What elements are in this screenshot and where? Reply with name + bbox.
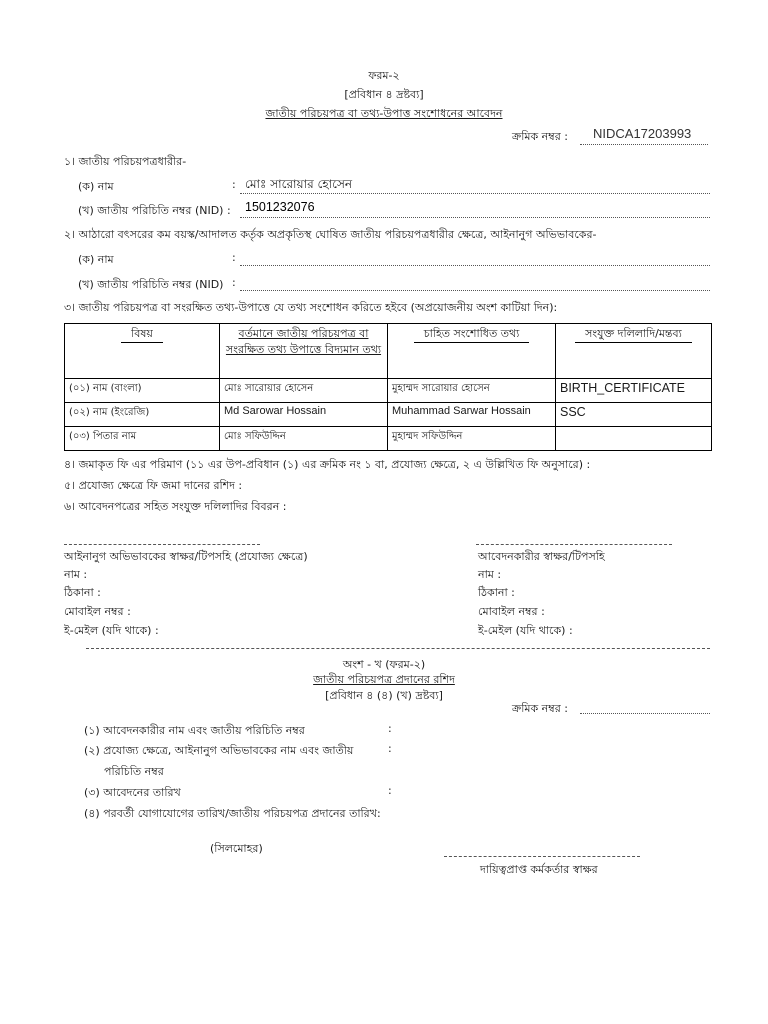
receipt-item-1: (১) আবেদনকারীর নাম এবং জাতীয় পরিচিতি নম্বর [84, 724, 305, 737]
cell-document: SSC [556, 403, 712, 427]
section3-heading: ৩। জাতীয় পরিচয়পত্র বা সংরক্ষিত তথ্য-উপাত্তে যে তথ্য সংশোধন করিতে হইবে (অপ্রয়োজনীয় অংশ কাটিয়া দিন): [64, 301, 558, 314]
holder-nid-line [240, 217, 710, 218]
form-title: জাতীয় পরিচয়পত্র বা তথ্য-উপাত্ত সংশোধনের আবেদন [265, 107, 503, 120]
col-header-subject: বিষয় [65, 324, 220, 379]
form-number: ফরম-২ [368, 69, 400, 82]
holder-nid-label: (খ) জাতীয় পরিচিতি নম্বর (NID) : [78, 204, 231, 217]
receipt-serial-line [580, 713, 710, 714]
table-row [65, 403, 712, 427]
cell-subject: (০৩) পিতার নাম [65, 427, 220, 451]
seal-label: (সিলমোহর) [210, 842, 263, 855]
guardian-name-colon: : [232, 251, 236, 264]
guardian-nid-colon: : [232, 276, 236, 289]
cell-current: মোঃ সারোয়ার হোসেন [220, 379, 388, 403]
receipt-title: জাতীয় পরিচয়পত্র প্রদানের রশিদ [313, 673, 455, 686]
cell-document: BIRTH_CERTIFICATE [556, 379, 712, 403]
receipt-item-2: (২) প্রযোজ্য ক্ষেত্রে, আইনানুগ অভিভাবকের নাম এবং জাতীয় [84, 744, 354, 757]
serial-label: ক্রমিক নম্বর : [512, 130, 568, 143]
table-row [65, 427, 712, 451]
section5-receipt: ৫। প্রযোজ্য ক্ষেত্রে ফি জমা দানের রশিদ : [64, 479, 243, 492]
cell-current: মোঃ সফিউদ্দিন [220, 427, 388, 451]
table-header-row [65, 324, 712, 379]
officer-signature-line [444, 856, 640, 857]
serial-value: NIDCA17203993 [593, 126, 692, 141]
section6-documents: ৬। আবেদনপত্রের সহিত সংযুক্ত দলিলাদির বিবরন : [64, 500, 287, 513]
applicant-name: নাম : [478, 568, 502, 581]
holder-name-colon: : [232, 178, 236, 191]
guardian-address: ঠিকানা : [64, 586, 101, 599]
col-header-current: বর্তমানে জাতীয় পরিচয়পত্র বা সংরক্ষিত তথ্য উপাত্তে বিদ্যমান তথ্য [220, 324, 388, 379]
guardian-name-label: (ক) নাম [78, 253, 114, 266]
receipt-item-2-colon: : [388, 742, 392, 755]
applicant-signature-line [476, 544, 672, 545]
receipt-part-label: অংশ - খ (ফরম-২) [342, 658, 426, 671]
cell-subject: (০১) নাম (বাংলা) [65, 379, 220, 403]
guardian-signature-line [64, 544, 260, 545]
holder-name-line [240, 193, 710, 194]
table-row [65, 379, 712, 403]
receipt-item-4: (৪) পরবর্তী যোগাযোগের তারিখ/জাতীয় পরিচয়পত্র প্রদানের তারিখ: [84, 807, 381, 820]
receipt-item-3: (৩) আবেদনের তারিখ [84, 786, 181, 799]
cell-document [556, 427, 712, 451]
col-header-requested: চাহিত সংশোধিত তথ্য [388, 324, 556, 379]
applicant-signature-label: আবেদনকারীর স্বাক্ষর/টিপসহি [478, 550, 605, 563]
section2-heading: ২। আঠারো বৎসরের কম বয়স্ক/আদালত কর্তৃক অপ্রকৃতিস্থ ঘোষিত জাতীয় পরিচয়পত্রধারীর ক্ষেত্রে, আইনানুগ অভিভাবকের- [64, 228, 597, 241]
holder-name-value: মোঃ সারোয়ার হোসেন [245, 177, 353, 191]
receipt-rule-reference: [প্রবিধান ৪ (৪) (খ) দ্রষ্টব্য] [325, 689, 443, 702]
guardian-mobile: মোবাইল নম্বর : [64, 605, 131, 618]
receipt-item-1-colon: : [388, 722, 392, 735]
col-header-documents: সংযুক্ত দলিলাদি/মন্তব্য [556, 324, 712, 379]
officer-signature-label: দায়িত্বপ্রাপ্ত কর্মকর্তার স্বাক্ষর [480, 863, 598, 876]
holder-name-label: (ক) নাম [78, 180, 114, 193]
cell-current: Md Sarowar Hossain [220, 403, 388, 427]
cell-requested: Muhammad Sarwar Hossain [388, 403, 556, 427]
correction-table [64, 323, 712, 451]
guardian-signature-label: আইনানুগ অভিভাবকের স্বাক্ষর/টিপসহি (প্রযোজ্য ক্ষেত্রে) [64, 550, 308, 563]
section1-heading: ১। জাতীয় পরিচয়পত্রধারীর- [64, 155, 187, 168]
cell-requested: মুহাম্মদ সারোয়ার হোসেন [388, 379, 556, 403]
section4-fee: ৪। জমাকৃত ফি এর পরিমাণ (১১ এর উপ-প্রবিধান (১) এর ক্রমিক নং ১ বা, প্রযোজ্য ক্ষেত্রে, ২ এ উল্লিখিত ফি অনুসারে) : [64, 458, 591, 471]
receipt-item-3-colon: : [388, 784, 392, 797]
applicant-mobile: মোবাইল নম্বর : [478, 605, 545, 618]
cut-line-divider [86, 648, 710, 649]
applicant-email: ই-মেইল (যদি থাকে) : [478, 624, 573, 637]
guardian-name-line [240, 265, 710, 266]
receipt-serial-label: ক্রমিক নম্বর : [512, 702, 568, 715]
cell-requested: মুহাম্মদ সফিউদ্দিন [388, 427, 556, 451]
guardian-nid-line [240, 290, 710, 291]
guardian-name: নাম : [64, 568, 88, 581]
guardian-nid-label: (খ) জাতীয় পরিচিতি নম্বর (NID) [78, 278, 224, 291]
rule-reference: [প্রবিধান ৪ দ্রষ্টব্য] [344, 88, 424, 101]
serial-dotted-line [580, 144, 708, 145]
applicant-address: ঠিকানা : [478, 586, 515, 599]
cell-subject: (০২) নাম (ইংরেজি) [65, 403, 220, 427]
guardian-email: ই-মেইল (যদি থাকে) : [64, 624, 159, 637]
holder-nid-value: 1501232076 [245, 200, 315, 214]
receipt-item-2-cont: পরিচিতি নম্বর [104, 765, 164, 778]
